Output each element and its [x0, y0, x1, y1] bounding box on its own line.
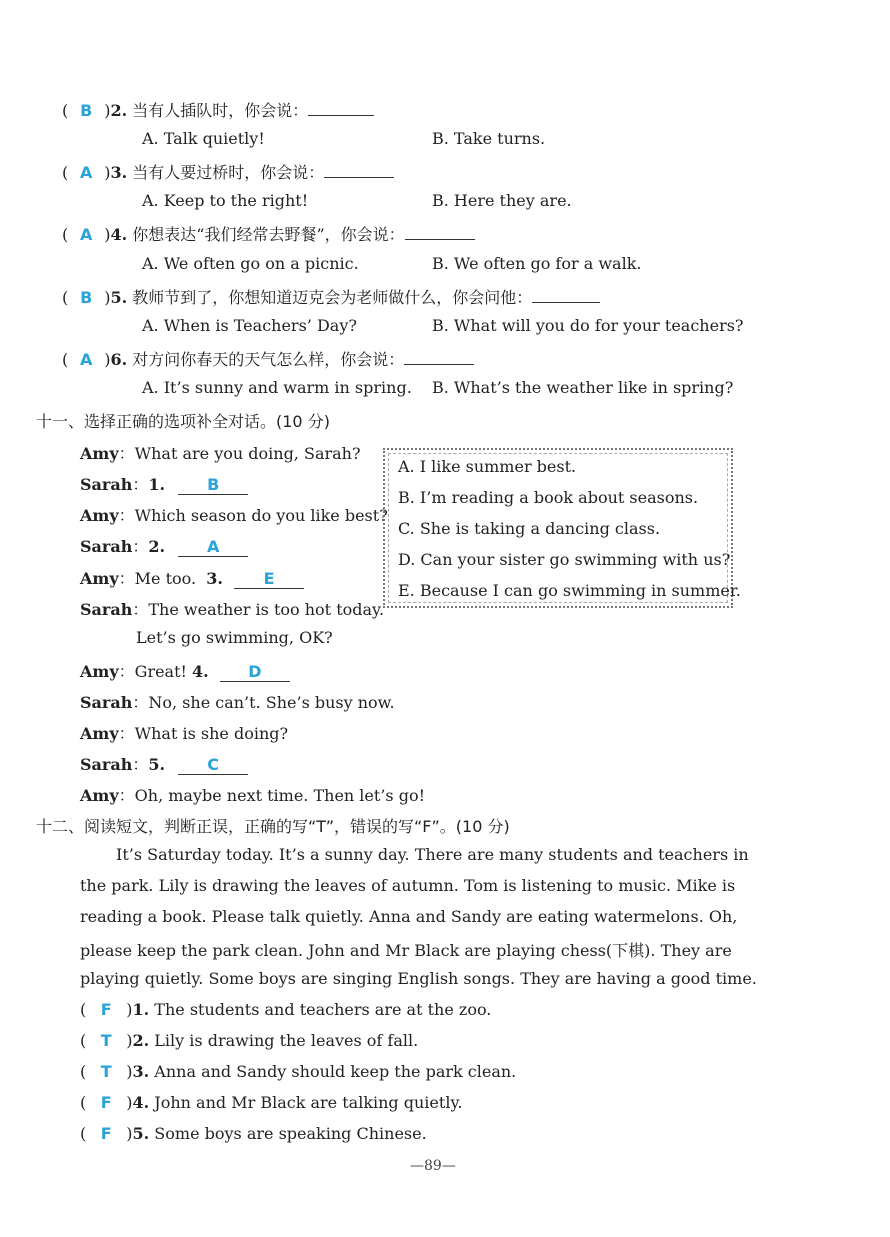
option-b: B. What will you do for your teachers?	[432, 316, 744, 335]
answer-letter: T	[100, 1062, 112, 1081]
question-number: 5.	[110, 288, 128, 307]
answer-blank[interactable]	[324, 161, 394, 178]
question-number: 6.	[110, 350, 128, 369]
option-a: A. When is Teachers’ Day?	[142, 316, 357, 335]
option-line: C. She is taking a dancing class.	[398, 519, 661, 538]
option-b: B. We often go for a walk.	[432, 254, 642, 273]
answer-letter: F	[100, 1093, 112, 1112]
answer-letter: T	[100, 1031, 112, 1050]
dialog-line: Amy：Great! 4. D	[80, 659, 290, 682]
option-b: B. What’s the weather like in spring?	[432, 378, 734, 397]
option-line: A. I like summer best.	[398, 457, 577, 476]
option-line: E. Because I can go swimming in summer.	[398, 581, 741, 600]
dialog-line: Sarah：5. C	[80, 752, 248, 775]
answer-letter: D	[248, 662, 262, 681]
tf-item: ( T )3. Anna and Sandy should keep the park clean.	[80, 1062, 517, 1081]
answer-letter: A	[80, 163, 93, 182]
answer-blank[interactable]	[178, 756, 248, 775]
mc-question-line: ( B )5. 教师节到了，你想知道迈克会为老师做什么，你会问他：	[62, 285, 600, 308]
answer-letter: A	[80, 225, 93, 244]
option-line: B. I’m reading a book about seasons.	[398, 488, 699, 507]
option-b: B. Take turns.	[432, 129, 546, 148]
answer-blank[interactable]	[405, 223, 475, 240]
section-12-title: 十二、阅读短文，判断正误，正确的写“T”，错误的写“F”。(10 分)	[36, 817, 510, 836]
question-text: 对方问你春天的天气怎么样，你会说：	[132, 350, 405, 369]
answer-letter: A	[80, 350, 93, 369]
question-text: 教师节到了，你想知道迈克会为老师做什么，你会问他：	[132, 288, 533, 307]
dialog-line: Sarah：The weather is too hot today.	[80, 600, 385, 619]
dialog-line: Sarah：1. B	[80, 472, 248, 495]
answer-blank[interactable]	[220, 663, 290, 682]
question-text: 当有人插队时，你会说：	[132, 101, 309, 120]
answer-letter: C	[207, 755, 220, 774]
answer-letter: B	[80, 288, 93, 307]
question-number: 4.	[110, 225, 128, 244]
passage-line: playing quietly. Some boys are singing English songs. They are having a good time.	[80, 969, 757, 988]
option-b: B. Here they are.	[432, 191, 572, 210]
passage-line: It’s Saturday today. It’s a sunny day. There are many students and teachers in	[116, 845, 749, 864]
question-number: 2.	[110, 101, 128, 120]
answer-blank[interactable]	[178, 476, 248, 495]
dialog-line: Amy：Which season do you like best?	[80, 506, 388, 525]
dialog-line: Amy：What are you doing, Sarah?	[80, 444, 361, 463]
option-a: A. Keep to the right!	[142, 191, 309, 210]
option-a: A. It’s sunny and warm in spring.	[142, 378, 412, 397]
answer-letter: A	[206, 537, 220, 556]
mc-question-line: ( B )2. 当有人插队时，你会说：	[62, 98, 374, 121]
dialog-line: Amy：What is she doing?	[80, 724, 289, 743]
option-a: A. Talk quietly!	[142, 129, 265, 148]
dialog-line: Sarah：No, she can’t. She’s busy now.	[80, 693, 395, 712]
dialog-line: Sarah：2. A	[80, 534, 248, 557]
section-11-title: 十一、选择正确的选项补全对话。(10 分)	[36, 412, 330, 431]
answer-letter: F	[100, 1124, 112, 1143]
tf-item: ( F )5. Some boys are speaking Chinese.	[80, 1124, 427, 1143]
passage-line: reading a book. Please talk quietly. Anna and Sandy are eating watermelons. Oh,	[80, 907, 738, 926]
answer-letter: F	[100, 1000, 112, 1019]
option-a: A. We often go on a picnic.	[142, 254, 359, 273]
dialog-line: Amy：Oh, maybe next time. Then let’s go!	[80, 786, 426, 805]
answer-letter: E	[263, 569, 275, 588]
dialog-line: Let’s go swimming, OK?	[136, 628, 333, 647]
answer-blank[interactable]	[404, 348, 474, 365]
answer-blank[interactable]	[308, 99, 374, 116]
option-line: D. Can your sister go swimming with us?	[398, 550, 731, 569]
answer-letter: B	[207, 475, 220, 494]
answer-blank[interactable]	[532, 286, 600, 303]
mc-question-line: ( A )6. 对方问你春天的天气怎么样，你会说：	[62, 347, 474, 370]
page-number: —89—	[410, 1158, 456, 1174]
question-text: 你想表达“我们经常去野餐”，你会说：	[132, 225, 405, 244]
answer-blank[interactable]	[234, 570, 304, 589]
question-text: 当有人要过桥时，你会说：	[132, 163, 325, 182]
answer-letter: B	[80, 101, 93, 120]
mc-question-line: ( A )4. 你想表达“我们经常去野餐”，你会说：	[62, 222, 475, 245]
tf-item: ( T )2. Lily is drawing the leaves of fall.	[80, 1031, 419, 1050]
passage-line: please keep the park clean. John and Mr Black are playing chess(下棋). They are	[80, 941, 732, 960]
mc-question-line: ( A )3. 当有人要过桥时，你会说：	[62, 160, 394, 183]
tf-item: ( F )4. John and Mr Black are talking quietly.	[80, 1093, 463, 1112]
passage-line: the park. Lily is drawing the leaves of autumn. Tom is listening to music. Mike is	[80, 876, 736, 895]
tf-item: ( F )1. The students and teachers are at the zoo.	[80, 1000, 492, 1019]
question-number: 3.	[110, 163, 128, 182]
answer-blank[interactable]	[178, 538, 248, 557]
dialog-line: Amy：Me too. 3. E	[80, 566, 304, 589]
